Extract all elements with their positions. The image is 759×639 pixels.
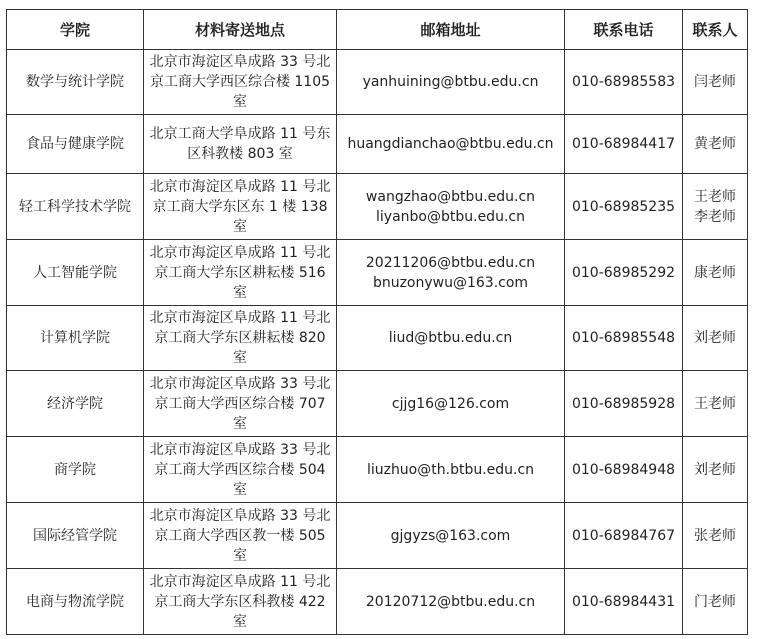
contact-name: 王老师 — [694, 188, 736, 205]
contact-name: 刘老师 — [694, 330, 736, 346]
email-link[interactable]: wangzhao@btbu.edu.cn — [365, 188, 536, 205]
contact-cell — [683, 569, 748, 635]
address-cell: 北京工商大学阜成路 11 号东区科教楼 803 室 — [144, 115, 337, 174]
contact-name: 黄老师 — [694, 136, 736, 152]
email-link[interactable]: bnuzonywu@163.com — [372, 274, 529, 291]
phone-cell: 010-68984948 — [565, 437, 683, 503]
contact-cell — [683, 174, 748, 240]
address-cell: 北京市海淀区阜成路 11 号北京工商大学东区耕耘楼 820 室 — [144, 306, 337, 371]
table-header-row — [7, 10, 748, 50]
email-cell — [337, 240, 565, 306]
address-cell: 北京市海淀区阜成路 11 号北京工商大学东区耕耘楼 516 室 — [144, 240, 337, 306]
email-link[interactable]: liuzhuo@th.btbu.edu.cn — [366, 461, 535, 478]
college-cell: 数学与统计学院 — [7, 50, 144, 115]
table-row — [7, 306, 748, 371]
email-cell — [337, 437, 565, 503]
table-body — [7, 50, 748, 635]
contact-name: 门老师 — [694, 593, 736, 610]
college-cell: 轻工科学技术学院 — [7, 174, 144, 240]
phone-cell: 010-68984431 — [565, 569, 683, 635]
table-row — [7, 437, 748, 503]
email-link[interactable]: gjgyzs@163.com — [390, 527, 511, 544]
college-contact-table — [6, 9, 748, 635]
address-cell: 北京市海淀区阜成路 33 号北京工商大学西区综合楼 504 室 — [144, 437, 337, 503]
table-row — [7, 174, 748, 240]
header-contact: 联系人 — [683, 10, 748, 50]
college-cell: 商学院 — [7, 437, 144, 503]
contact-cell — [683, 50, 748, 115]
email-link[interactable]: 20120712@btbu.edu.cn — [365, 593, 536, 610]
college-cell: 人工智能学院 — [7, 240, 144, 306]
phone-cell: 010-68984417 — [565, 115, 683, 174]
email-cell — [337, 115, 565, 174]
address-cell: 北京市海淀区阜成路 11 号北京工商大学东区东 1 楼 138 室 — [144, 174, 337, 240]
table-row — [7, 569, 748, 635]
header-address: 材料寄送地点 — [144, 10, 337, 50]
phone-cell: 010-68985928 — [565, 371, 683, 437]
email-cell — [337, 503, 565, 569]
header-phone: 联系电话 — [565, 10, 683, 50]
table-row — [7, 115, 748, 174]
contact-cell — [683, 371, 748, 437]
email-cell — [337, 306, 565, 371]
email-cell — [337, 50, 565, 115]
email-link[interactable]: cjjg16@126.com — [391, 395, 510, 412]
email-link[interactable]: liyanbo@btbu.edu.cn — [376, 208, 525, 225]
contact-name: 刘老师 — [694, 461, 736, 478]
contact-cell — [683, 306, 748, 371]
address-cell: 北京市海淀区阜成路 11 号北京工商大学东区科教楼 422 室 — [144, 569, 337, 635]
email-link[interactable]: 20211206@btbu.edu.cn — [365, 254, 536, 271]
phone-cell: 010-68985548 — [565, 306, 683, 371]
contact-cell — [683, 240, 748, 306]
phone-cell: 010-68985583 — [565, 50, 683, 115]
header-college: 学院 — [7, 10, 144, 50]
contact-cell — [683, 115, 748, 174]
contact-name: 闫老师 — [694, 74, 736, 90]
phone-cell: 010-68985292 — [565, 240, 683, 306]
college-cell: 国际经管学院 — [7, 503, 144, 569]
phone-cell: 010-68985235 — [565, 174, 683, 240]
phone-cell: 010-68984767 — [565, 503, 683, 569]
email-link[interactable]: huangdianchao@btbu.edu.cn — [347, 136, 554, 152]
contact-cell — [683, 503, 748, 569]
table-row — [7, 50, 748, 115]
college-cell: 经济学院 — [7, 371, 144, 437]
college-cell: 计算机学院 — [7, 306, 144, 371]
contact-name: 张老师 — [694, 527, 736, 544]
address-cell: 北京市海淀区阜成路 33 号北京工商大学西区教一楼 505 室 — [144, 503, 337, 569]
contact-name: 王老师 — [694, 395, 736, 412]
contact-name: 康老师 — [694, 264, 736, 281]
email-cell — [337, 174, 565, 240]
table-row — [7, 503, 748, 569]
address-cell: 北京市海淀区阜成路 33 号北京工商大学西区综合楼 707 室 — [144, 371, 337, 437]
address-cell: 北京市海淀区阜成路 33 号北京工商大学西区综合楼 1105 室 — [144, 50, 337, 115]
college-cell: 电商与物流学院 — [7, 569, 144, 635]
table-row — [7, 371, 748, 437]
contact-cell — [683, 437, 748, 503]
email-link[interactable]: liud@btbu.edu.cn — [388, 330, 513, 346]
table-row — [7, 240, 748, 306]
contact-name: 李老师 — [694, 208, 736, 225]
email-link[interactable]: yanhuining@btbu.edu.cn — [362, 74, 539, 90]
email-cell — [337, 371, 565, 437]
email-cell — [337, 569, 565, 635]
college-cell: 食品与健康学院 — [7, 115, 144, 174]
header-email: 邮箱地址 — [337, 10, 565, 50]
